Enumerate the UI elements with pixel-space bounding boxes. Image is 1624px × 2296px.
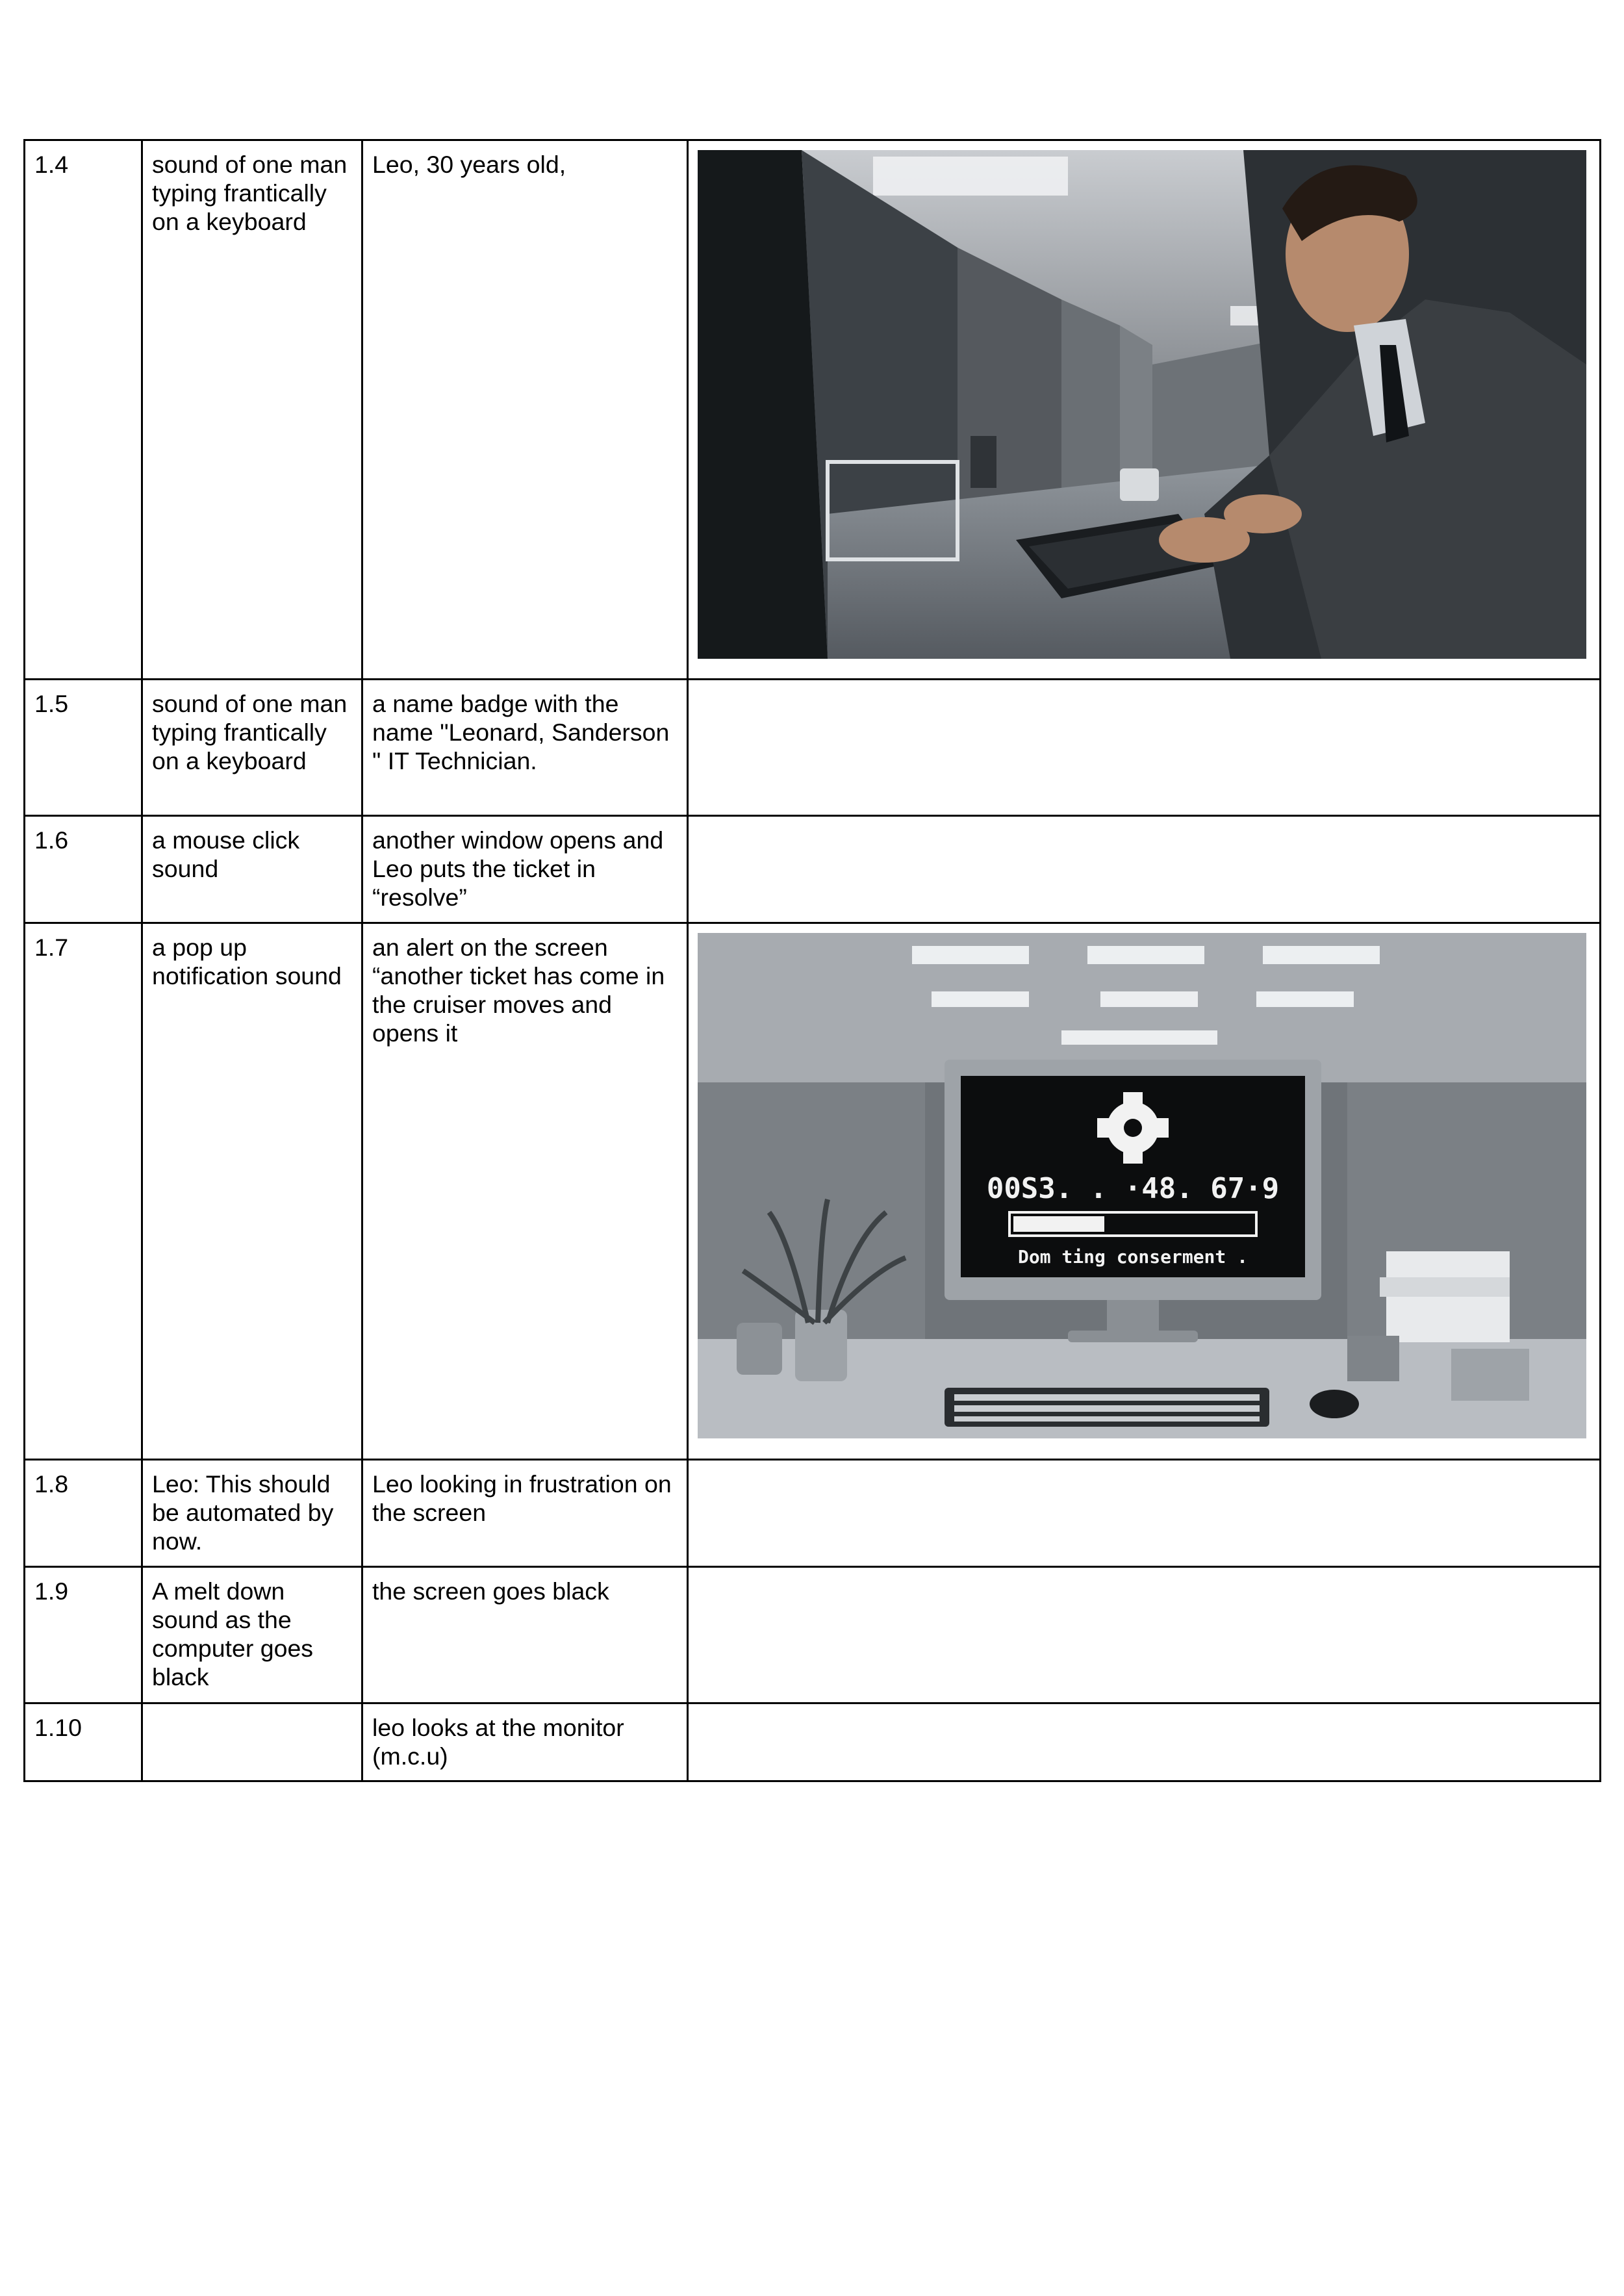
shot-number: 1.7 bbox=[25, 923, 142, 1460]
sound-cell: Leo: This should be automated by now. bbox=[142, 1460, 362, 1567]
table-row bbox=[25, 1703, 1601, 1781]
table-row bbox=[25, 1460, 1601, 1567]
description-cell: leo looks at the monitor (m.c.u) bbox=[362, 1703, 688, 1781]
screen-status-text: Dom ting conserment . bbox=[1017, 1246, 1249, 1268]
table-row bbox=[25, 680, 1601, 816]
table-row bbox=[25, 816, 1601, 923]
sound-cell: a pop up notification sound bbox=[142, 923, 362, 1460]
description-cell: another window opens and Leo puts the ticket in “resolve” bbox=[362, 816, 688, 923]
shot-number: 1.6 bbox=[25, 816, 142, 923]
sound-cell: sound of one man typing frantically on a keyboard bbox=[142, 140, 362, 680]
image-cell bbox=[688, 1703, 1601, 1781]
image-cell bbox=[688, 1460, 1601, 1567]
sound-cell bbox=[142, 1703, 362, 1781]
table-row bbox=[25, 1567, 1601, 1703]
description-cell: an alert on the screen “another ticket has come in the cruiser moves and opens it bbox=[362, 923, 688, 1460]
sound-cell: sound of one man typing frantically on a keyboard bbox=[142, 680, 362, 816]
description-cell: Leo, 30 years old, bbox=[362, 140, 688, 680]
table-row bbox=[25, 923, 1601, 1460]
shot-number: 1.5 bbox=[25, 680, 142, 816]
office-computer-alert-frame bbox=[698, 933, 1586, 1438]
shot-number: 1.10 bbox=[25, 1703, 142, 1781]
description-cell: a name badge with the name "Leonard, Sanderson " IT Technician. bbox=[362, 680, 688, 816]
sound-cell: A melt down sound as the computer goes black bbox=[142, 1567, 362, 1703]
office-computer-illustration bbox=[698, 933, 1586, 1438]
image-cell bbox=[688, 140, 1601, 680]
image-cell bbox=[688, 816, 1601, 923]
man-typing-office-frame bbox=[698, 150, 1586, 659]
shot-number: 1.9 bbox=[25, 1567, 142, 1703]
description-cell: the screen goes black bbox=[362, 1567, 688, 1703]
image-cell bbox=[688, 680, 1601, 816]
screen-code-text: 00S3. . ·48. 67·9 bbox=[986, 1172, 1280, 1205]
shot-number: 1.8 bbox=[25, 1460, 142, 1567]
office-typing-illustration bbox=[698, 150, 1586, 659]
image-cell bbox=[688, 1567, 1601, 1703]
shot-number: 1.4 bbox=[25, 140, 142, 680]
table-row bbox=[25, 140, 1601, 680]
description-cell: Leo looking in frustration on the screen bbox=[362, 1460, 688, 1567]
image-cell bbox=[688, 923, 1601, 1460]
storyboard-table bbox=[23, 139, 1601, 1782]
sound-cell: a mouse click sound bbox=[142, 816, 362, 923]
